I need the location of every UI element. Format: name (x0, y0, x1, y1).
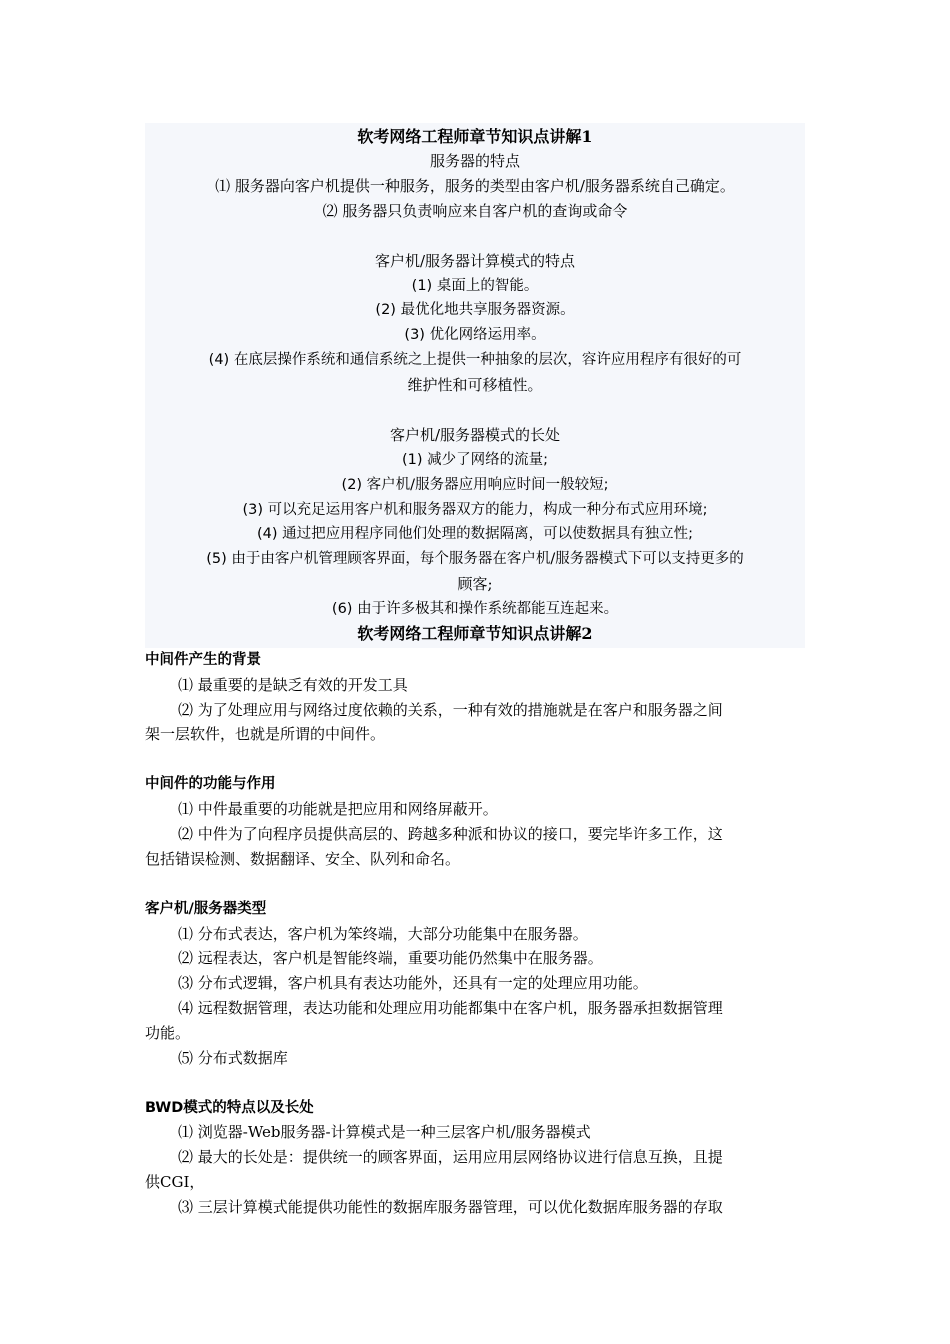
paragraph-line: ⑴ 中件最重要的功能就是把应用和网络屏蔽开。 (178, 800, 498, 818)
paragraph-line: ⑶ 分布式逻辑，客户机具有表达功能外，还具有一定的处理应用功能。 (178, 974, 648, 992)
cs-mode-advantages-heading: 客户机/服务器模式的长处 (389, 426, 561, 444)
list-item: ⑴ 服务器向客户机提供一种服务，服务的类型由客户机/服务器系统自己确定。 (215, 177, 735, 195)
paragraph-line: ⑷ 远程数据管理，表达功能和处理应用功能都集中在客户机，服务器承担数据管理 (178, 999, 723, 1017)
list-item: (2) 最优化地共享服务器资源。 (375, 302, 575, 318)
paragraph-line: 供CGI， (145, 1173, 205, 1191)
paragraph-line: ⑵ 为了处理应用与网络过度依赖的关系，一种有效的措施就是在客户和服务器之间 (178, 701, 723, 719)
list-item: (3) 可以充足运用客户机和服务器双方的能力，构成一种分布式应用环境; (242, 502, 708, 518)
middleware-background-heading: 中间件产生的背景 (145, 652, 261, 668)
paragraph-line: ⑵ 远程表达，客户机是智能终端，重要功能仍然集中在服务器。 (178, 949, 603, 967)
list-item: (1) 桌面上的智能。 (411, 278, 539, 294)
cs-types-heading: 客户机/服务器类型 (145, 901, 267, 917)
list-item: (1) 减少了网络的流量; (401, 452, 549, 468)
list-item: (4) 通过把应用程序同他们处理的数据隔离，可以使数据具有独立性; (256, 526, 694, 542)
list-item: 顾客; (457, 575, 493, 593)
list-item: (5) 由于由客户机管理顾客界面，每个服务器在客户机/服务器模式下可以支持更多的 (206, 551, 744, 567)
bwd-mode-heading: BWD模式的特点以及长处 (145, 1100, 314, 1116)
server-features-heading: 服务器的特点 (429, 152, 520, 170)
paragraph-line: 架一层软件，也就是所谓的中间件。 (145, 725, 386, 743)
paragraph-line: ⑶ 三层计算模式能提供功能性的数据库服务器管理，可以优化数据库服务器的存取 (178, 1198, 723, 1216)
paragraph-line: ⑴ 分布式表达，客户机为笨终端，大部分功能集中在服务器。 (178, 925, 588, 943)
list-item: ⑵ 服务器只负责响应来自客户机的查询或命令 (322, 202, 628, 220)
paragraph-line: ⑴ 浏览器-Web服务器-计算模式是一种三层客户机/服务器模式 (178, 1123, 591, 1141)
list-item: (4) 在底层操作系统和通信系统之上提供一种抽象的层次，容许应用程序有很好的可 (208, 352, 742, 368)
document-title-2: 软考网络工程师章节知识点讲解2 (357, 624, 593, 643)
paragraph-line: ⑵ 最大的长处是：提供统一的顾客界面，运用应用层网络协议进行信息互换，且提 (178, 1148, 723, 1166)
paragraph-line: ⑸ 分布式数据库 (178, 1049, 288, 1067)
paragraph-line: 包括错误检测、数据翻译、安全、队列和命名。 (145, 850, 461, 868)
document-title-1: 软考网络工程师章节知识点讲解1 (357, 127, 593, 146)
list-item: (3) 优化网络运用率。 (404, 327, 546, 343)
middleware-function-heading: 中间件的功能与作用 (145, 776, 276, 792)
list-item: 维护性和可移植性。 (407, 376, 543, 394)
paragraph-line: ⑴ 最重要的是缺乏有效的开发工具 (178, 676, 408, 694)
paragraph-line: 功能。 (145, 1024, 191, 1042)
cs-mode-features-heading: 客户机/服务器计算模式的特点 (374, 252, 576, 270)
list-item: (2) 客户机/服务器应用响应时间一般较短; (341, 477, 609, 493)
paragraph-line: ⑵ 中件为了向程序员提供高层的、跨越多种派和协议的接口，要完毕许多工作，这 (178, 825, 723, 843)
list-item: (6) 由于许多极其和操作系统都能互连起来。 (331, 601, 619, 617)
